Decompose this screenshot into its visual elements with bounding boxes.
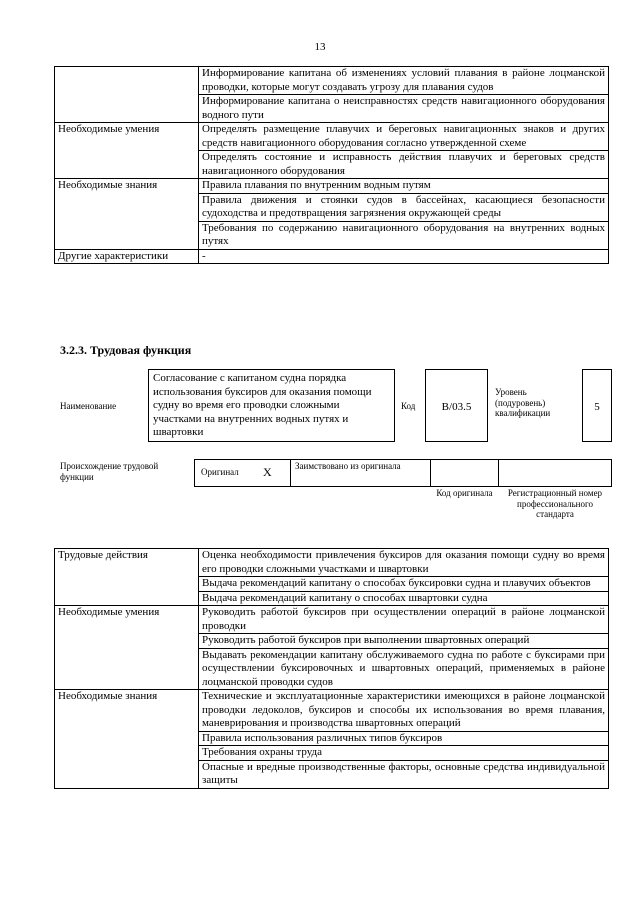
level-value-box: 5 xyxy=(582,369,612,442)
original-code-caption: Код оригинала xyxy=(436,488,493,498)
row-text: Выдача рекомендаций капитану о способах буксировки судна и плавучих объектов xyxy=(199,577,609,592)
section-heading: 3.2.3. Трудовая функция xyxy=(60,343,192,357)
row-text: Оценка необходимости привлечения буксиров для оказания помощи судну во время его проводки сложными участками и швартовки xyxy=(199,549,609,577)
row-text: Руководить работой буксиров при осуществлении операций в районе лоцманской проводки xyxy=(199,606,609,634)
row-label: Трудовые действия xyxy=(55,549,199,606)
row-text: - xyxy=(199,249,609,264)
table-row xyxy=(55,249,609,264)
original-cell xyxy=(194,459,291,487)
row-text: Определять состояние и исправность действия плавучих и береговых средств навигационного оборудования xyxy=(199,151,609,179)
table-row xyxy=(55,123,609,151)
row-label: Необходимые умения xyxy=(55,123,199,179)
borrowed-cell: Заимствовано из оригинала xyxy=(290,459,431,487)
function-name-box: Согласование с капитаном судна порядка использования буксиров для оказания помощи судну во время его проводки сложными участками на внутренних водных путях и швартовки xyxy=(148,369,395,442)
table-row xyxy=(55,690,609,732)
registration-number-caption: Регистрационный номер профессионального стандарта xyxy=(507,488,603,519)
labor-function-table xyxy=(54,548,609,789)
level-label: Уровень (подуровень) квалификации xyxy=(495,387,551,418)
page-number: 13 xyxy=(314,41,326,53)
registration-number-cell xyxy=(498,459,612,487)
row-text: Требования охраны труда xyxy=(199,746,609,761)
table-row xyxy=(55,549,609,577)
original-text: Оригинал xyxy=(201,467,239,477)
origin-label: Происхождение трудовой функции xyxy=(60,461,159,482)
row-label: Необходимые знания xyxy=(55,690,199,789)
row-label: Другие характеристики xyxy=(55,249,199,264)
name-label: Наименование xyxy=(60,401,117,411)
competency-table-continued xyxy=(54,66,609,264)
table-row xyxy=(55,67,609,95)
row-text: Опасные и вредные производственные факторы, основные средства индивидуальной защиты xyxy=(199,760,609,788)
row-text: Выдача рекомендаций капитану о способах швартовки судна xyxy=(199,591,609,606)
row-text: Выдавать рекомендации капитану обслуживаемого судна по работе с буксирами при осуществлении буксировочных и швартовных операций, применяемых в районе лоцманской проводки судов xyxy=(199,648,609,690)
table-row xyxy=(55,606,609,634)
row-text: Руководить работой буксиров при выполнении швартовных операций xyxy=(199,634,609,649)
table-row xyxy=(55,179,609,194)
row-label: Необходимые знания xyxy=(55,179,199,250)
code-label: Код xyxy=(401,401,416,411)
row-text: Правила движения и стоянки судов в бассейнах, касающиеся безопасности судоходства и предотвращения загрязнения окружающей среды xyxy=(199,193,609,221)
row-text: Требования по содержанию навигационного оборудования на внутренних водных путях xyxy=(199,221,609,249)
row-label: Необходимые умения xyxy=(55,606,199,690)
row-text: Определять размещение плавучих и береговых навигационных знаков и других средств навигационного оборудования согласно утвержденной схеме xyxy=(199,123,609,151)
row-text: Информирование капитана об изменениях условий плавания в районе лоцманской проводки, которые могут создавать угрозу для плавания судов xyxy=(199,67,609,95)
original-code-cell xyxy=(430,459,499,487)
row-text: Правила использования различных типов буксиров xyxy=(199,731,609,746)
row-text: Технические и эксплуатационные характеристики имеющихся в районе лоцманской проводки ледоколов, буксиров и способы их использования во время плавания, маневрирования и производства швартовных операций xyxy=(199,690,609,732)
function-code-box: B/03.5 xyxy=(425,369,488,442)
row-text: Информирование капитана о неисправностях средств навигационного оборудования водного пути xyxy=(199,95,609,123)
row-text: Правила плавания по внутренним водным путям xyxy=(199,179,609,194)
original-check-mark: X xyxy=(263,465,272,479)
row-label xyxy=(55,67,199,123)
